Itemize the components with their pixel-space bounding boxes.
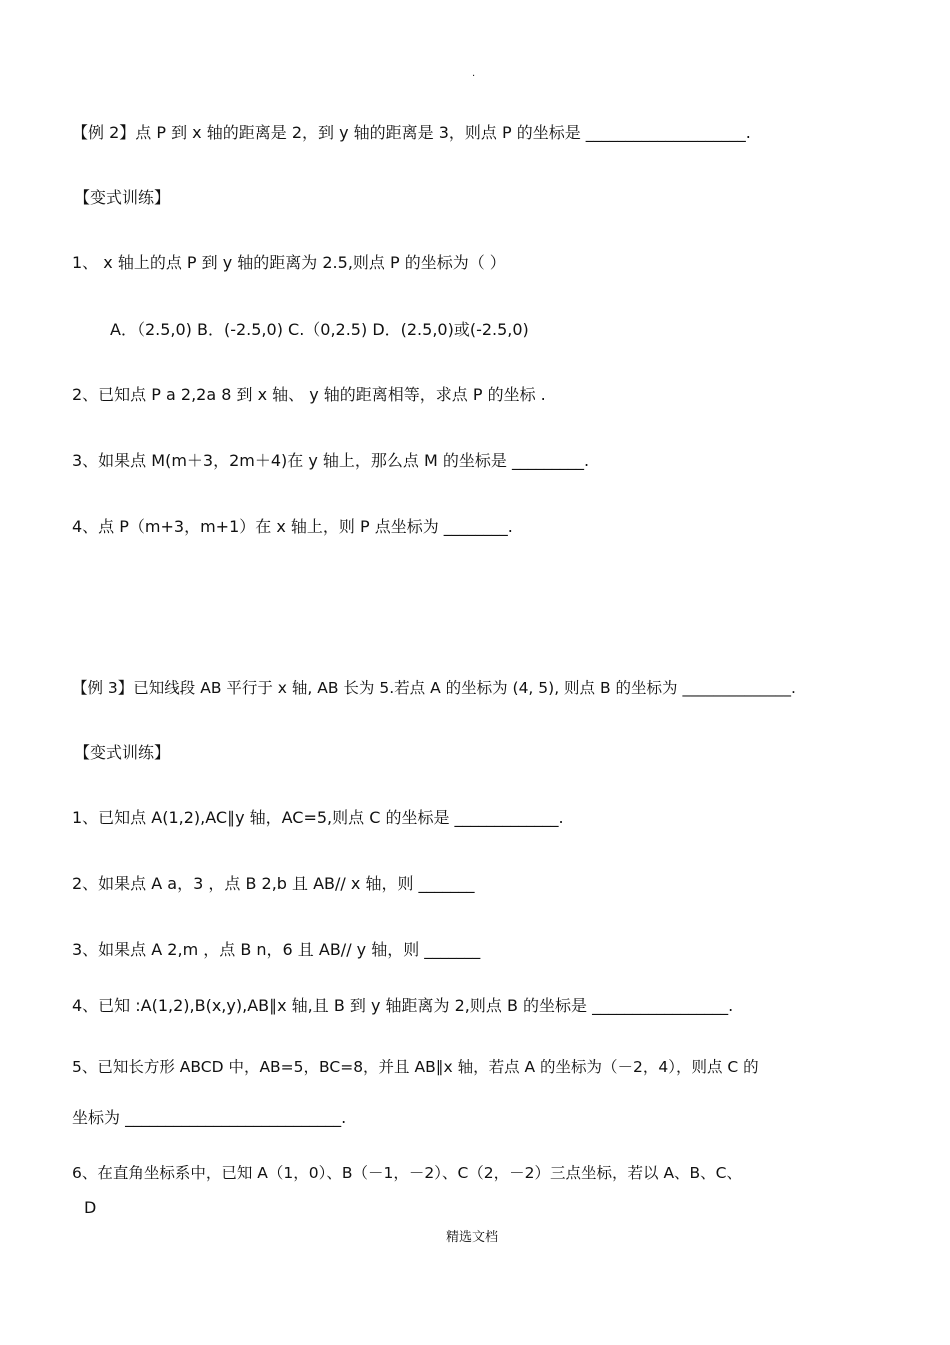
example-2-question: 【例 2】点 P 到 x 轴的距离是 2，到 y 轴的距离是 3，则点 P 的坐标是 ____________________. [72,123,751,142]
variant-1-question-3: 3、如果点 M(m＋3，2m＋4)在 y 轴上，那么点 M 的坐标是 _________. [72,451,590,470]
variant-2-question-6-line-1: 6、在直角坐标系中，已知 A（1，0）、B（－1，－2）、C（2，－2）三点坐标，若以 A、B、C、 [72,1164,743,1182]
variant-2-question-5-line-2: 坐标为 ___________________________. [72,1108,347,1127]
variant-2-question-3: 3、如果点 A 2,m ，点 B n，6 且 AB// y 轴，则 _______ [72,940,481,959]
variant-1-question-2: 2、已知点 P a 2,2a 8 到 x 轴、 y 轴的距离相等，求点 P 的坐标 . [72,385,546,404]
variant-1-question-4: 4、点 P（m+3，m+1）在 x 轴上，则 P 点坐标为 ________. [72,517,513,536]
example-3-question: 【例 3】已知线段 AB 平行于 x 轴, AB 长为 5.若点 A 的坐标为 (4, 5), 则点 B 的坐标为 ______________. [72,679,796,697]
page-footer: 精选文档 [446,1230,499,1245]
header-mark: . [472,68,476,79]
variant-1-question-1-options: A．（2.5,0) B．(-2.5,0) C.（0,2.5) D．(2.5,0)或(-2.5,0) [110,320,529,339]
variant-2-question-5-line-1: 5、已知长方形 ABCD 中，AB=5，BC=8，并且 AB∥x 轴，若点 A 的坐标为（－2，4），则点 C 的 [72,1058,759,1076]
variant-2-question-6-line-2: D [84,1198,97,1217]
variant-2-question-1: 1、已知点 A(1,2),AC∥y 轴，AC=5,则点 C 的坐标是 _____________. [72,808,564,827]
variant-training-heading-1: 【变式训练】 [74,188,171,207]
variant-2-question-2: 2、如果点 A a，3 ，点 B 2,b 且 AB// x 轴，则 _______ [72,874,475,893]
variant-1-question-1: 1、 x 轴上的点 P 到 y 轴的距离为 2.5,则点 P 的坐标为（ ） [72,253,506,272]
variant-training-heading-2: 【变式训练】 [74,743,171,762]
variant-2-question-4: 4、已知 :A(1,2),B(x,y),AB∥x 轴,且 B 到 y 轴距离为 2,则点 B 的坐标是 _________________. [72,996,734,1015]
